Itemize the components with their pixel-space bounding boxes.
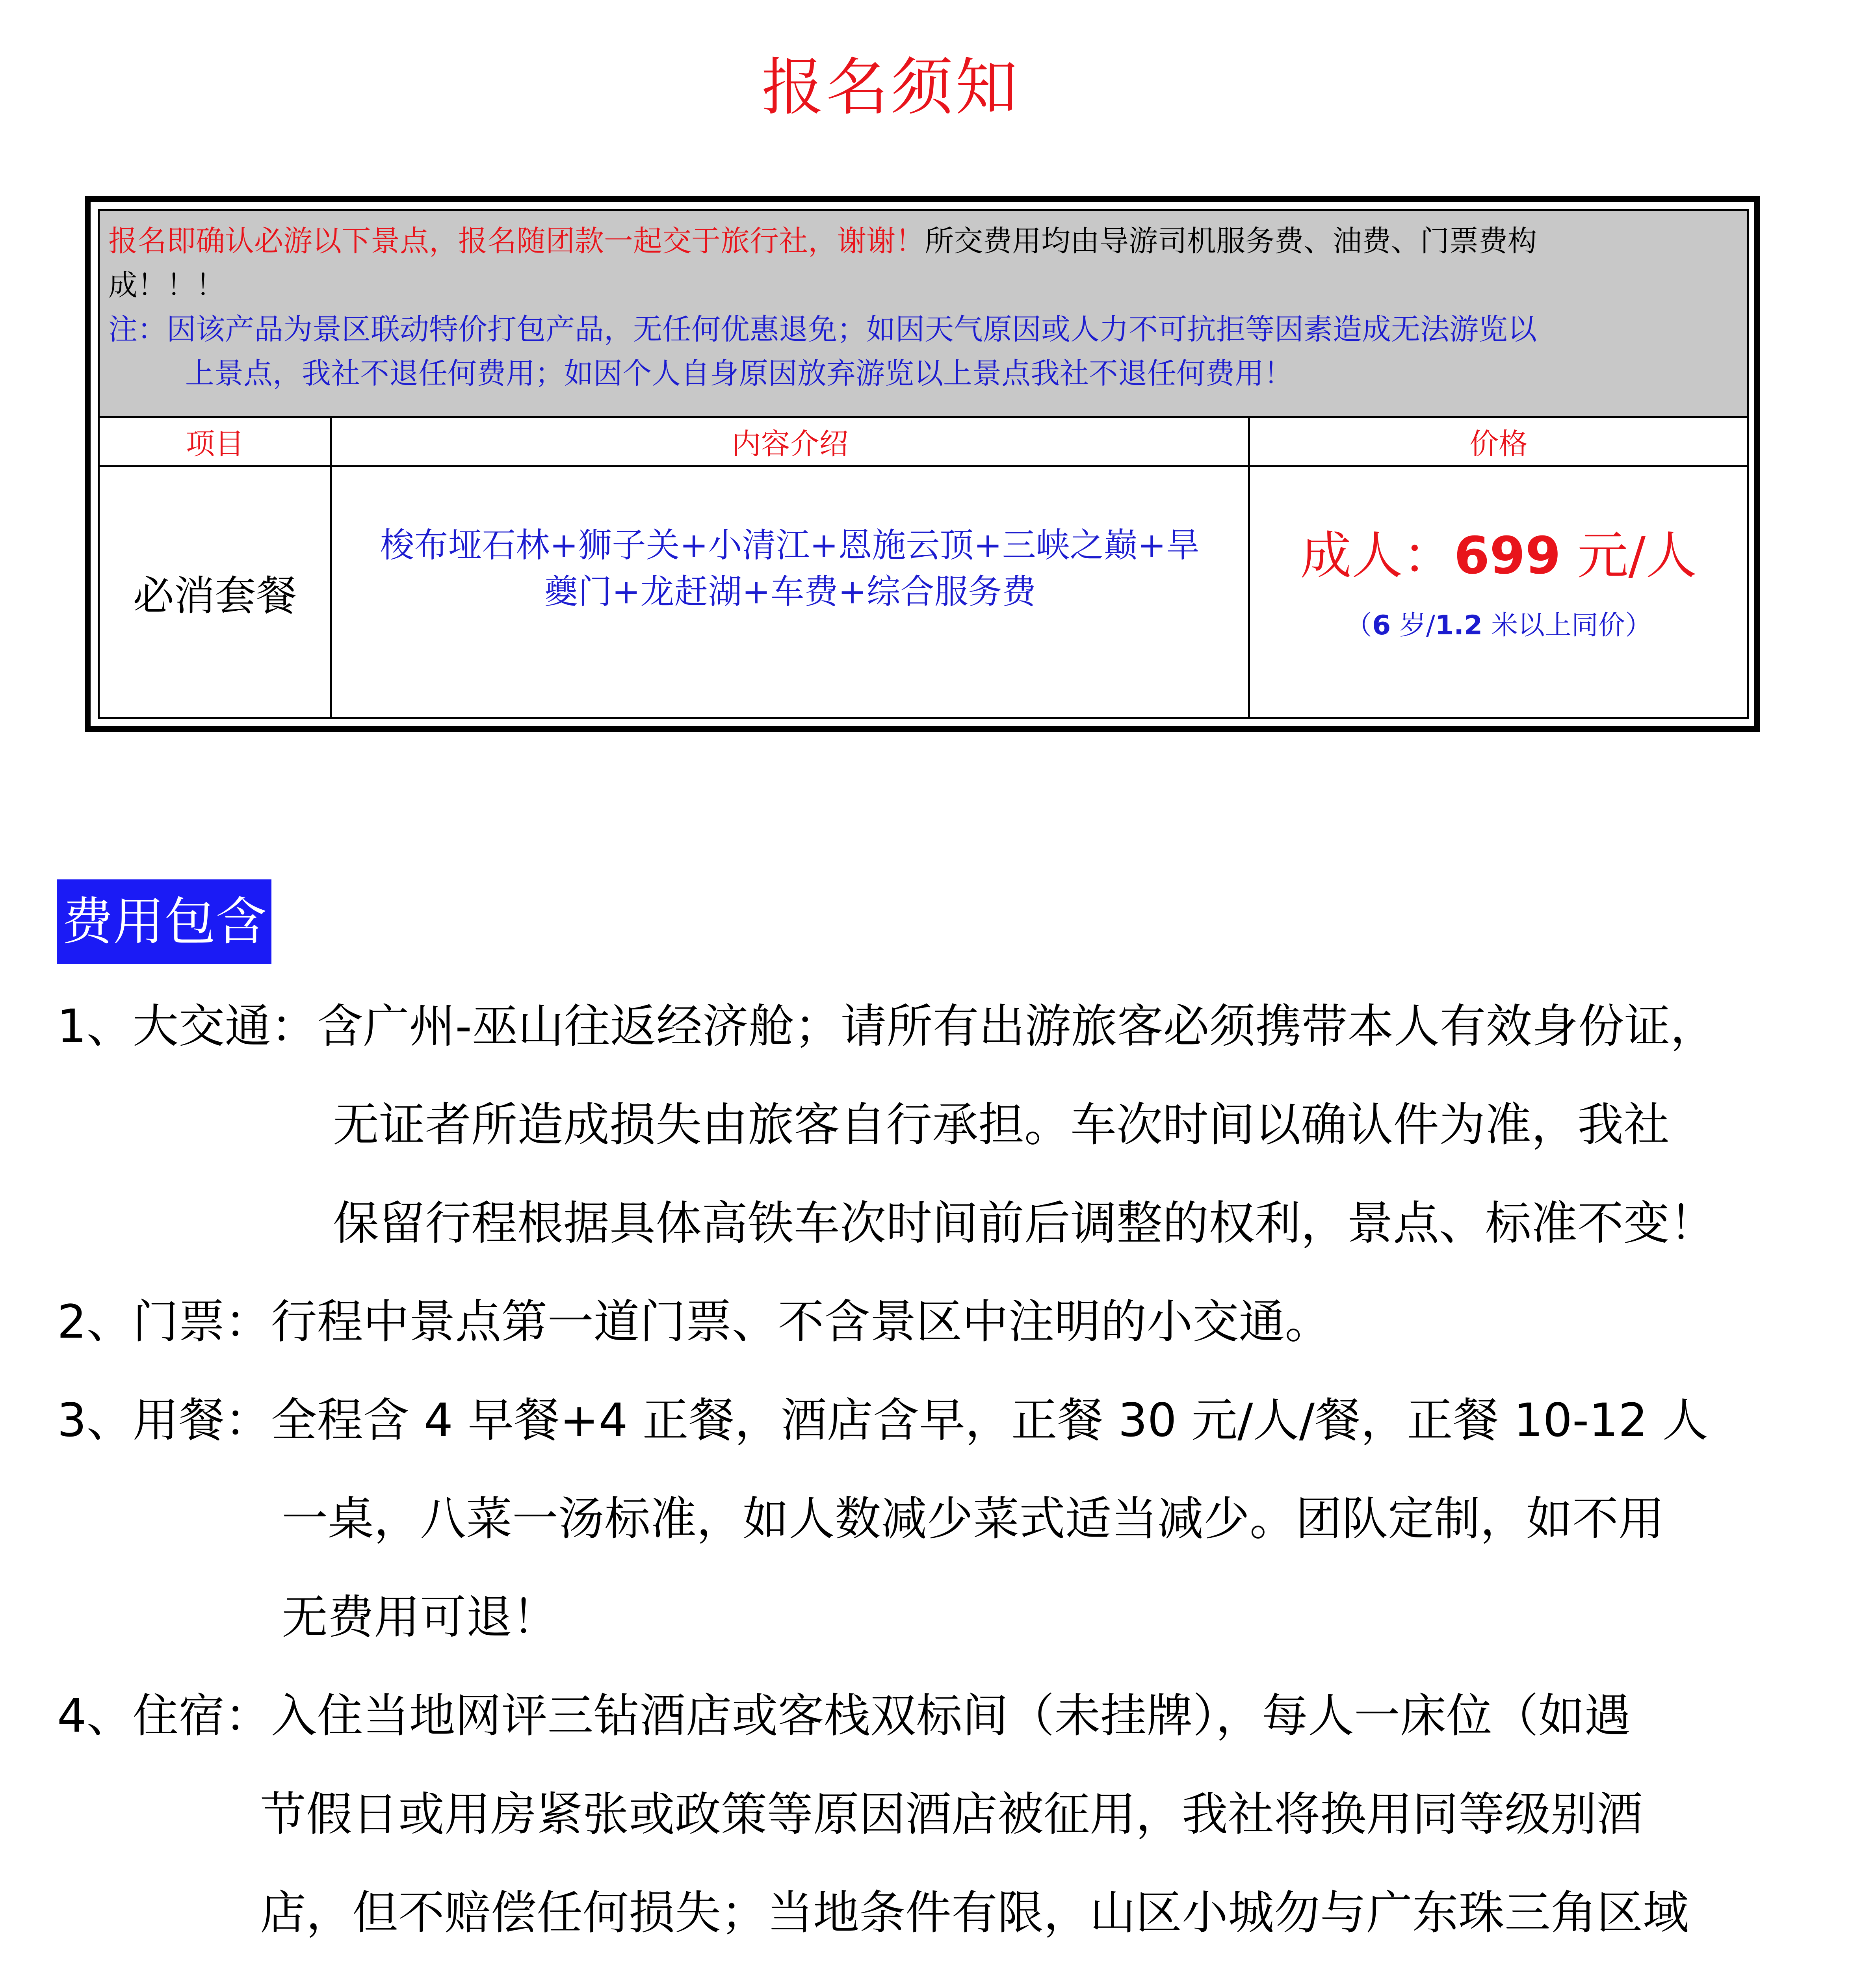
price-prefix: 成人：: [1300, 526, 1454, 585]
price-note: [1250, 604, 1747, 642]
item-name: 必消套餐: [99, 466, 331, 718]
fee-line-tickets: 2、门票：行程中景点第一道门票、不含景区中注明的小交通。: [57, 1295, 1331, 1349]
adult-price: [1250, 515, 1747, 588]
package-content-line-1: 梭布垭石林+狮子关+小清江+恩施云顶+三峡之巅+旱: [380, 526, 1200, 565]
price-note-height: 1.2: [1435, 610, 1483, 641]
price-unit: 元/人: [1577, 526, 1697, 585]
notice-cell: [99, 210, 1748, 417]
package-content: [331, 466, 1249, 718]
page-title: 报名须知: [762, 51, 1020, 124]
fee-line-lodging: 4、住宿：入住当地网评三钻酒店或客栈双标间（未挂牌），每人一床位（如遇: [57, 1689, 1631, 1743]
fee-line-lodging-3: 店，但不赔偿任何损失；当地条件有限，山区小城勿与广东珠三角区域: [260, 1886, 1689, 1940]
price-cell: [1249, 466, 1748, 718]
package-content-line-2: 夔门+龙赶湖+车费+综合服务费: [544, 572, 1036, 611]
fee-line-transport: 1、大交通：含广州-巫山往返经济舱；请所有出游旅客必须携带本人有效身份证，: [57, 999, 1716, 1053]
notice-table: [98, 209, 1749, 719]
notice-line-2: 成！！！: [108, 268, 225, 302]
price-note-end: 米以上同价）: [1491, 610, 1652, 641]
notice-line-1: [108, 219, 1739, 263]
price-note-open: （: [1345, 610, 1373, 641]
fee-line-lodging-2: 节假日或用房紧张或政策等原因酒店被征用，我社将换用同等级别酒: [260, 1787, 1643, 1841]
header-content: 内容介绍: [331, 417, 1249, 466]
fee-line-meals-3: 无费用可退！: [282, 1590, 559, 1644]
price-amount: 699: [1454, 526, 1561, 585]
fee-line-transport-2: 无证者所造成损失由旅客自行承担。车次时间以确认件为准，我社: [333, 1098, 1670, 1152]
notice-line-3: 注：因该产品为景区联动特价打包产品，无任何优惠退免；如因天气原因或人力不可抗拒等因素造成无法游览以: [108, 312, 1537, 346]
price-note-age: 6: [1372, 610, 1391, 641]
fee-included-badge: 费用包含: [57, 879, 271, 964]
fee-line-transport-3: 保留行程根据具体高铁车次时间前后调整的权利，景点、标准不变！: [333, 1196, 1716, 1250]
header-price: 价格: [1249, 417, 1748, 466]
notice-line-4: 上景点，我社不退任何费用；如因个人自身原因放弃游览以上景点我社不退任何费用！: [185, 357, 1293, 390]
price-note-mid: 岁/: [1399, 610, 1435, 641]
header-item: 项目: [99, 417, 331, 466]
notice-red-text: 报名即确认必游以下景点，报名随团款一起交于旅行社，谢谢！: [108, 224, 925, 258]
fee-line-meals: 3、用餐：全程含 4 早餐+4 正餐，酒店含早，正餐 30 元/人/餐，正餐 10-12 人: [57, 1393, 1709, 1447]
notice-black-text: 所交费用均由导游司机服务费、油费、门票费构: [925, 224, 1537, 258]
fee-line-meals-2: 一桌，八菜一汤标准，如人数减少菜式适当减少。团队定制，如不用: [282, 1492, 1665, 1546]
notice-table-frame: [85, 196, 1760, 732]
